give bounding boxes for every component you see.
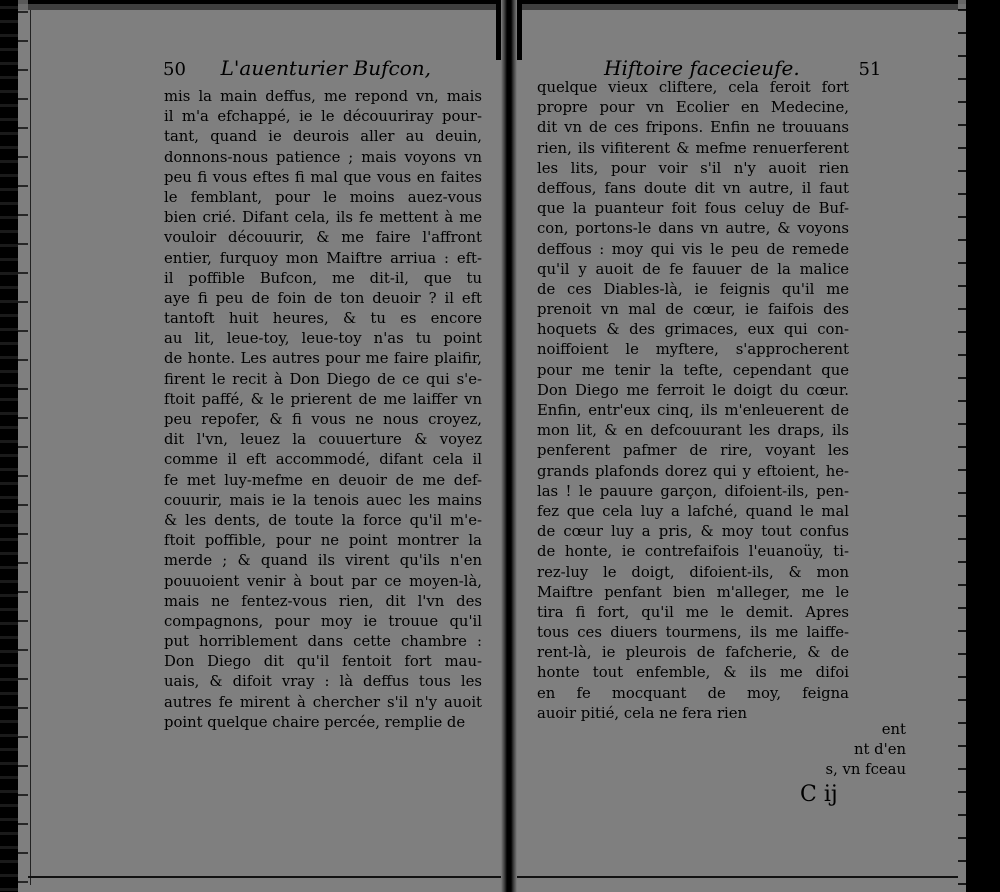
left-page-line: couurir, mais ie la tenois auec les mains xyxy=(164,491,482,509)
left-page-line: au lit, leue-toy, leue-toy n'as tu point xyxy=(164,330,482,348)
right-folio: 51 xyxy=(858,59,882,80)
right-page-line: rez-luy le doigt, difoient-ils, & mon xyxy=(537,563,849,581)
left-page-line: ftoit paffé, & le prierent de me laiffer vn xyxy=(164,390,482,408)
right-page-line: con, portons-le dans vn autre, & voyons xyxy=(537,220,849,238)
next-page-fragment xyxy=(806,720,906,781)
left-page-header xyxy=(163,56,431,84)
left-page-line: merde ; & quand ils virent qu'ils n'en xyxy=(164,552,482,570)
right-page-line: que la puanteur foit fous celuy de Buf- xyxy=(537,200,849,218)
scan-right-fringe xyxy=(958,0,966,892)
right-page-line: auoir pitié, cela ne fera rien xyxy=(537,704,748,722)
right-page-text xyxy=(537,78,849,724)
right-page-line: mon lit, & en defcouurant les draps, ils xyxy=(537,422,849,440)
scan-left-border xyxy=(0,0,18,892)
right-page-line: grands plafonds dorez qui y eftoient, he- xyxy=(537,462,849,480)
right-page-line: tous ces diuers tourmens, ils me laiffe- xyxy=(537,624,849,642)
right-page-line: de cœur luy a pris, & moy tout confus xyxy=(537,523,849,541)
right-page-line: rien, ils vifiterent & mefme renuerferent xyxy=(537,139,849,157)
right-page-line: fez que cela luy a lafché, quand le mal xyxy=(537,502,849,520)
right-page-line: las ! le pauure garçon, difoient-ils, pen- xyxy=(537,482,849,500)
scan-left-fringe xyxy=(18,0,28,892)
right-page-line: tira fi fort, qu'il me le demit. Apres xyxy=(537,603,849,621)
left-page-line: pouuoient venir à bout par ce moyen-là, xyxy=(164,572,482,590)
right-running-head: Hiftoire facecieufe. xyxy=(604,56,800,80)
left-page-line: tant, quand ie deurois aller au deuin, xyxy=(164,128,482,146)
left-page-line: & les dents, de toute la force qu'il m'e- xyxy=(164,511,482,529)
left-page-line: mis la main deffus, me repond vn, mais xyxy=(164,88,482,105)
left-page-line: peu repofer, & fi vous ne nous croyez, xyxy=(164,411,482,428)
left-page-line: uais, & difoit vray : là deffus tous les xyxy=(164,673,482,691)
right-page-line: deffous, fans doute dit vn autre, il faut xyxy=(537,179,849,197)
left-page-line: compagnons, pour moy ie trouue qu'il xyxy=(164,612,482,630)
left-running-head: L'auenturier Bufcon, xyxy=(220,56,432,80)
right-page-line: pour me tenir la tefte, cependant que xyxy=(537,361,849,379)
left-page-line: aye fi peu de foin de ton deuoir ? il eft xyxy=(164,289,482,307)
right-page-line: prenoit vn mal de cœur, ie faifois des xyxy=(537,301,849,319)
signature-mark: C ij xyxy=(800,782,838,807)
right-page-line: propre pour vn Ecolier en Medecine, xyxy=(537,99,849,117)
scan-right-border xyxy=(966,0,1000,892)
right-page-line: rent-là, ie pleurois de fafcherie, & de xyxy=(537,644,849,662)
left-page-line: entier, furquoy mon Maiftre arriua : eft- xyxy=(164,249,482,267)
right-page-line: hoquets & des grimaces, eux qui con- xyxy=(537,321,849,339)
left-page-line: peu fi vous eftes fi mal que vous en faites xyxy=(164,168,482,186)
right-page-line: deffous : moy qui vis le peu de remede xyxy=(537,240,849,258)
left-page-line: autres fe mirent à chercher s'il n'y auoit xyxy=(164,693,482,711)
right-page-line: de honte, ie contrefaifois l'euanoüy, ti- xyxy=(537,543,849,561)
right-page-line: en fe mocquant de moy, feigna xyxy=(537,684,849,702)
left-page-line: le femblant, pour le moins auez-vous xyxy=(164,188,482,206)
right-page-line: Don Diego me ferroit le doigt du cœur. xyxy=(537,381,849,399)
left-page-line: Don Diego dit qu'il fentoit fort mau- xyxy=(164,653,482,671)
fragment-line: ent xyxy=(881,721,906,738)
right-page-line: qu'il y auoit de fe fauuer de la malice xyxy=(537,260,849,278)
left-page-line: dit l'vn, leuez la couuerture & voyez xyxy=(164,431,482,449)
right-page-line: honte tout enfemble, & ils me difoi xyxy=(537,664,849,682)
left-page-line: put horriblement dans cette chambre : xyxy=(164,633,482,651)
left-page-line: vouloir découurir, & me faire l'affront xyxy=(164,229,482,247)
left-folio: 50 xyxy=(163,59,186,80)
book-gutter xyxy=(501,0,517,892)
left-page-text xyxy=(164,87,482,733)
left-page-line: fe met luy-mefme en deuoir de me def- xyxy=(164,471,482,489)
page-bottom-edge xyxy=(28,876,958,878)
right-page-line: quelque vieux cliftere, cela feroit fort xyxy=(537,79,849,96)
right-page-line: Enfin, entr'eux cinq, ils m'enleuerent de xyxy=(537,402,849,419)
right-page-line: de ces Diables-là, ie feignis qu'il me xyxy=(537,280,849,298)
left-page-line: point quelque chaire percée, remplie de xyxy=(164,713,466,731)
left-page-line: comme il eft accommodé, difant cela il xyxy=(164,451,482,469)
right-page-line: Maiftre penfant bien m'alleger, me le xyxy=(537,583,849,601)
left-page-line: bien crié. Difant cela, ils fe mettent à me xyxy=(164,209,482,227)
right-page-line: penferent pafmer de rire, voyant les xyxy=(537,442,849,460)
fragment-line: s, vn fceau xyxy=(825,761,906,779)
left-page-line: firent le recit à Don Diego de ce qui s'e- xyxy=(164,370,482,388)
left-page-line: il m'a efchappé, ie le découuriray pour- xyxy=(164,108,482,126)
left-page-line: il poffible Bufcon, me dit-il, que tu xyxy=(164,269,482,287)
right-page-line: dit vn de ces fripons. Enfin ne trouuans xyxy=(537,119,849,137)
left-page-line: ftoit poffible, pour ne point montrer la xyxy=(164,532,482,550)
left-page-line: mais ne fentez-vous rien, dit l'vn des xyxy=(164,592,482,610)
left-page-line: donnons-nous patience ; mais voyons vn xyxy=(164,148,482,166)
left-page-line: tantoft huit heures, & tu es encore xyxy=(164,310,482,328)
right-page-line: les lits, pour voir s'il n'y auoit rien xyxy=(537,159,849,177)
right-page-line: noiffoient le myftere, s'approcherent xyxy=(537,341,849,359)
left-page-line: de honte. Les autres pour me faire plaifir, xyxy=(164,350,482,368)
fragment-line: nt d'en xyxy=(853,741,906,759)
left-page-edge xyxy=(30,10,31,885)
